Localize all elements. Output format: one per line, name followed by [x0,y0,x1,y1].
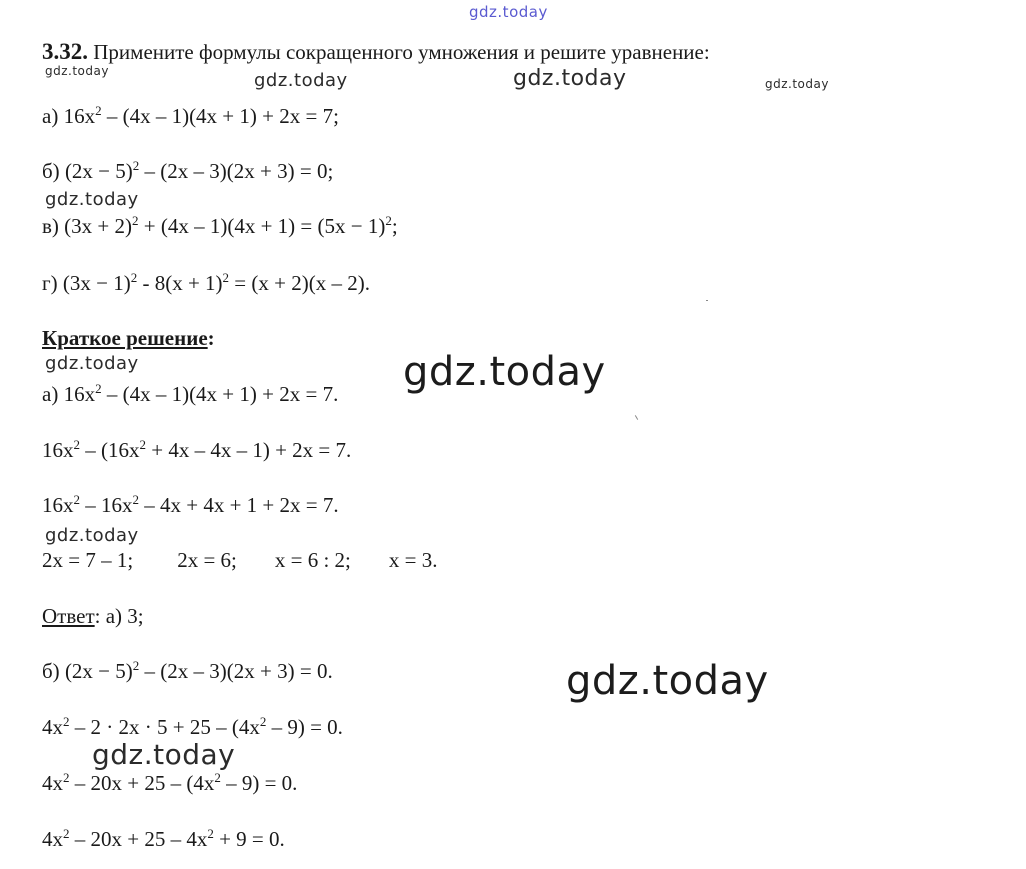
solution-heading-colon: : [207,326,215,350]
answer [42,604,144,628]
solution-a-step-3: $16x^2 - 16x^2 - 4x + 4x + 1 + 2x = 7$. [42,492,339,517]
equation-label: г) [42,271,58,295]
watermark: gdz.today [45,189,139,210]
solution-a-step-2: $16x^2 - (16x^2 + 4x - 4x - 1) + 2x = 7$. [42,437,352,462]
watermark: gdz.today [513,66,627,91]
answer-value: : а) 3; [94,604,144,628]
scan-speck [706,300,708,301]
equation-label: б) [42,659,60,683]
watermark-top: gdz.today [469,3,548,21]
task-text: Примените формулы сокращенного умножения и решите уравнение: [93,40,710,64]
solution-b-step-2: $4x^2 - 2 \cdot 2x \cdot 5 + 25 - (4x^2 - 9) = 0$. [42,714,343,739]
solution-b-step-3: $4x^2 - 20x + 25 - (4x^2 - 9) = 0$. [42,770,298,795]
watermark: gdz.today [254,70,348,91]
equation-label: а) [42,104,59,128]
task-number: 3.32. [42,39,88,64]
equation-a: а) $16x^2 - (4x - 1)(4x + 1) + 2x = 7$; [42,103,339,128]
equation-v: в) $(3x + 2)^2 + (4x - 1)(4x + 1) = (5x - 1)^2$; [42,213,398,238]
equation-label: в) [42,214,59,238]
watermark: gdz.today [45,525,139,546]
solution-b-step-4: $4x^2 - 20x + 25 - 4x^2 + 9 = 0$. [42,826,285,851]
solution-a-step-4: 2x = 7 – 1; 2x = 6; x = 6 : 2; x = 3. [42,548,438,572]
watermark: gdz.today [45,64,109,78]
watermark: gdz.today [45,353,139,374]
watermark: gdz.today [566,658,769,704]
answer-label: Ответ [42,604,95,628]
solution-b-step-1: б) $(2x - 5)^2 - (2x - 3)(2x + 3) = 0$. [42,658,333,683]
equation-label: а) [42,382,59,406]
watermark: gdz.today [765,77,829,91]
solution-heading-text: Краткое решение [42,326,208,350]
scan-speck [635,415,638,420]
solution-a-step-1: а) $16x^2 - (4x - 1)(4x + 1) + 2x = 7$. [42,381,339,406]
equation-b: б) $(2x - 5)^2 - (2x - 3)(2x + 3) = 0$; [42,158,334,183]
equation-g: г) $(3x - 1)^2 - 8(x + 1)^2 = (x + 2)(x - 2)$. [42,270,370,295]
watermark: gdz.today [92,738,236,771]
watermark: gdz.today [403,349,606,395]
task-statement [42,40,710,64]
solution-heading [42,326,215,350]
equation-label: б) [42,159,60,183]
